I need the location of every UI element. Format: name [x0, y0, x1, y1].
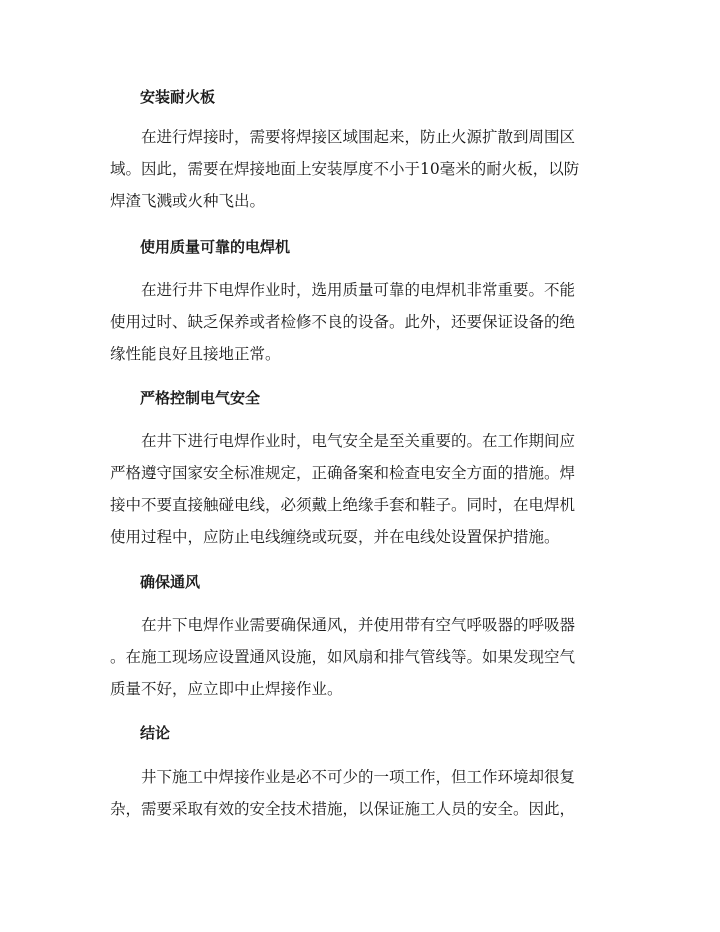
section-paragraph-conclusion — [110, 767, 610, 831]
paragraph-line: 质量不好，应立即中止焊接作业。 — [110, 680, 343, 698]
section-heading-ventilation: 确保通风 — [140, 573, 201, 591]
section-paragraph-fireproof-board — [110, 127, 610, 223]
paragraph-line: 焊渣飞溅或火种飞出。 — [110, 192, 266, 210]
section-heading-conclusion: 结论 — [140, 724, 171, 742]
paragraph-line: 在井下进行电焊作业时，电气安全是至关重要的。在工作期间应 — [141, 432, 576, 450]
paragraph-line: 。在施工现场应设置通风设施，如风扇和排气管线等。如果发现空气 — [110, 648, 576, 666]
paragraph-line: 使用过时、缺乏保养或者检修不良的设备。此外，还要保证设备的绝 — [110, 313, 576, 331]
paragraph-line: 在井下电焊作业需要确保通风，并使用带有空气呼吸器的呼吸器 — [141, 616, 576, 634]
paragraph-line: 在进行焊接时，需要将焊接区域围起来，防止火源扩散到周围区 — [141, 128, 576, 146]
paragraph-line: 使用过程中，应防止电线缠绕或玩耍，并在电线处设置保护措施。 — [110, 528, 560, 546]
section-heading-electrical-safety: 严格控制电气安全 — [140, 389, 261, 407]
paragraph-line: 井下施工中焊接作业是必不可少的一项工作，但工作环境却很复 — [141, 768, 576, 786]
paragraph-line: 缘性能良好且接地正常。 — [110, 345, 281, 363]
paragraph-line: 在进行井下电焊作业时，选用质量可靠的电焊机非常重要。不能 — [141, 281, 576, 299]
section-heading-fireproof-board: 安装耐火板 — [140, 88, 216, 106]
paragraph-line: 域。因此，需要在焊接地面上安装厚度不小于10毫米的耐火板，以防 — [110, 160, 580, 178]
section-heading-welding-machine: 使用质量可靠的电焊机 — [140, 238, 291, 256]
section-paragraph-ventilation — [110, 615, 610, 711]
paragraph-line: 严格遵守国家安全标准规定，正确备案和检查电安全方面的措施。焊 — [110, 464, 576, 482]
section-paragraph-electrical-safety — [110, 431, 610, 559]
section-paragraph-welding-machine — [110, 280, 610, 376]
paragraph-line: 杂，需要采取有效的安全技术措施，以保证施工人员的安全。因此， — [110, 800, 576, 818]
paragraph-line: 接中不要直接触碰电线，必须戴上绝缘手套和鞋子。同时，在电焊机 — [110, 496, 576, 514]
